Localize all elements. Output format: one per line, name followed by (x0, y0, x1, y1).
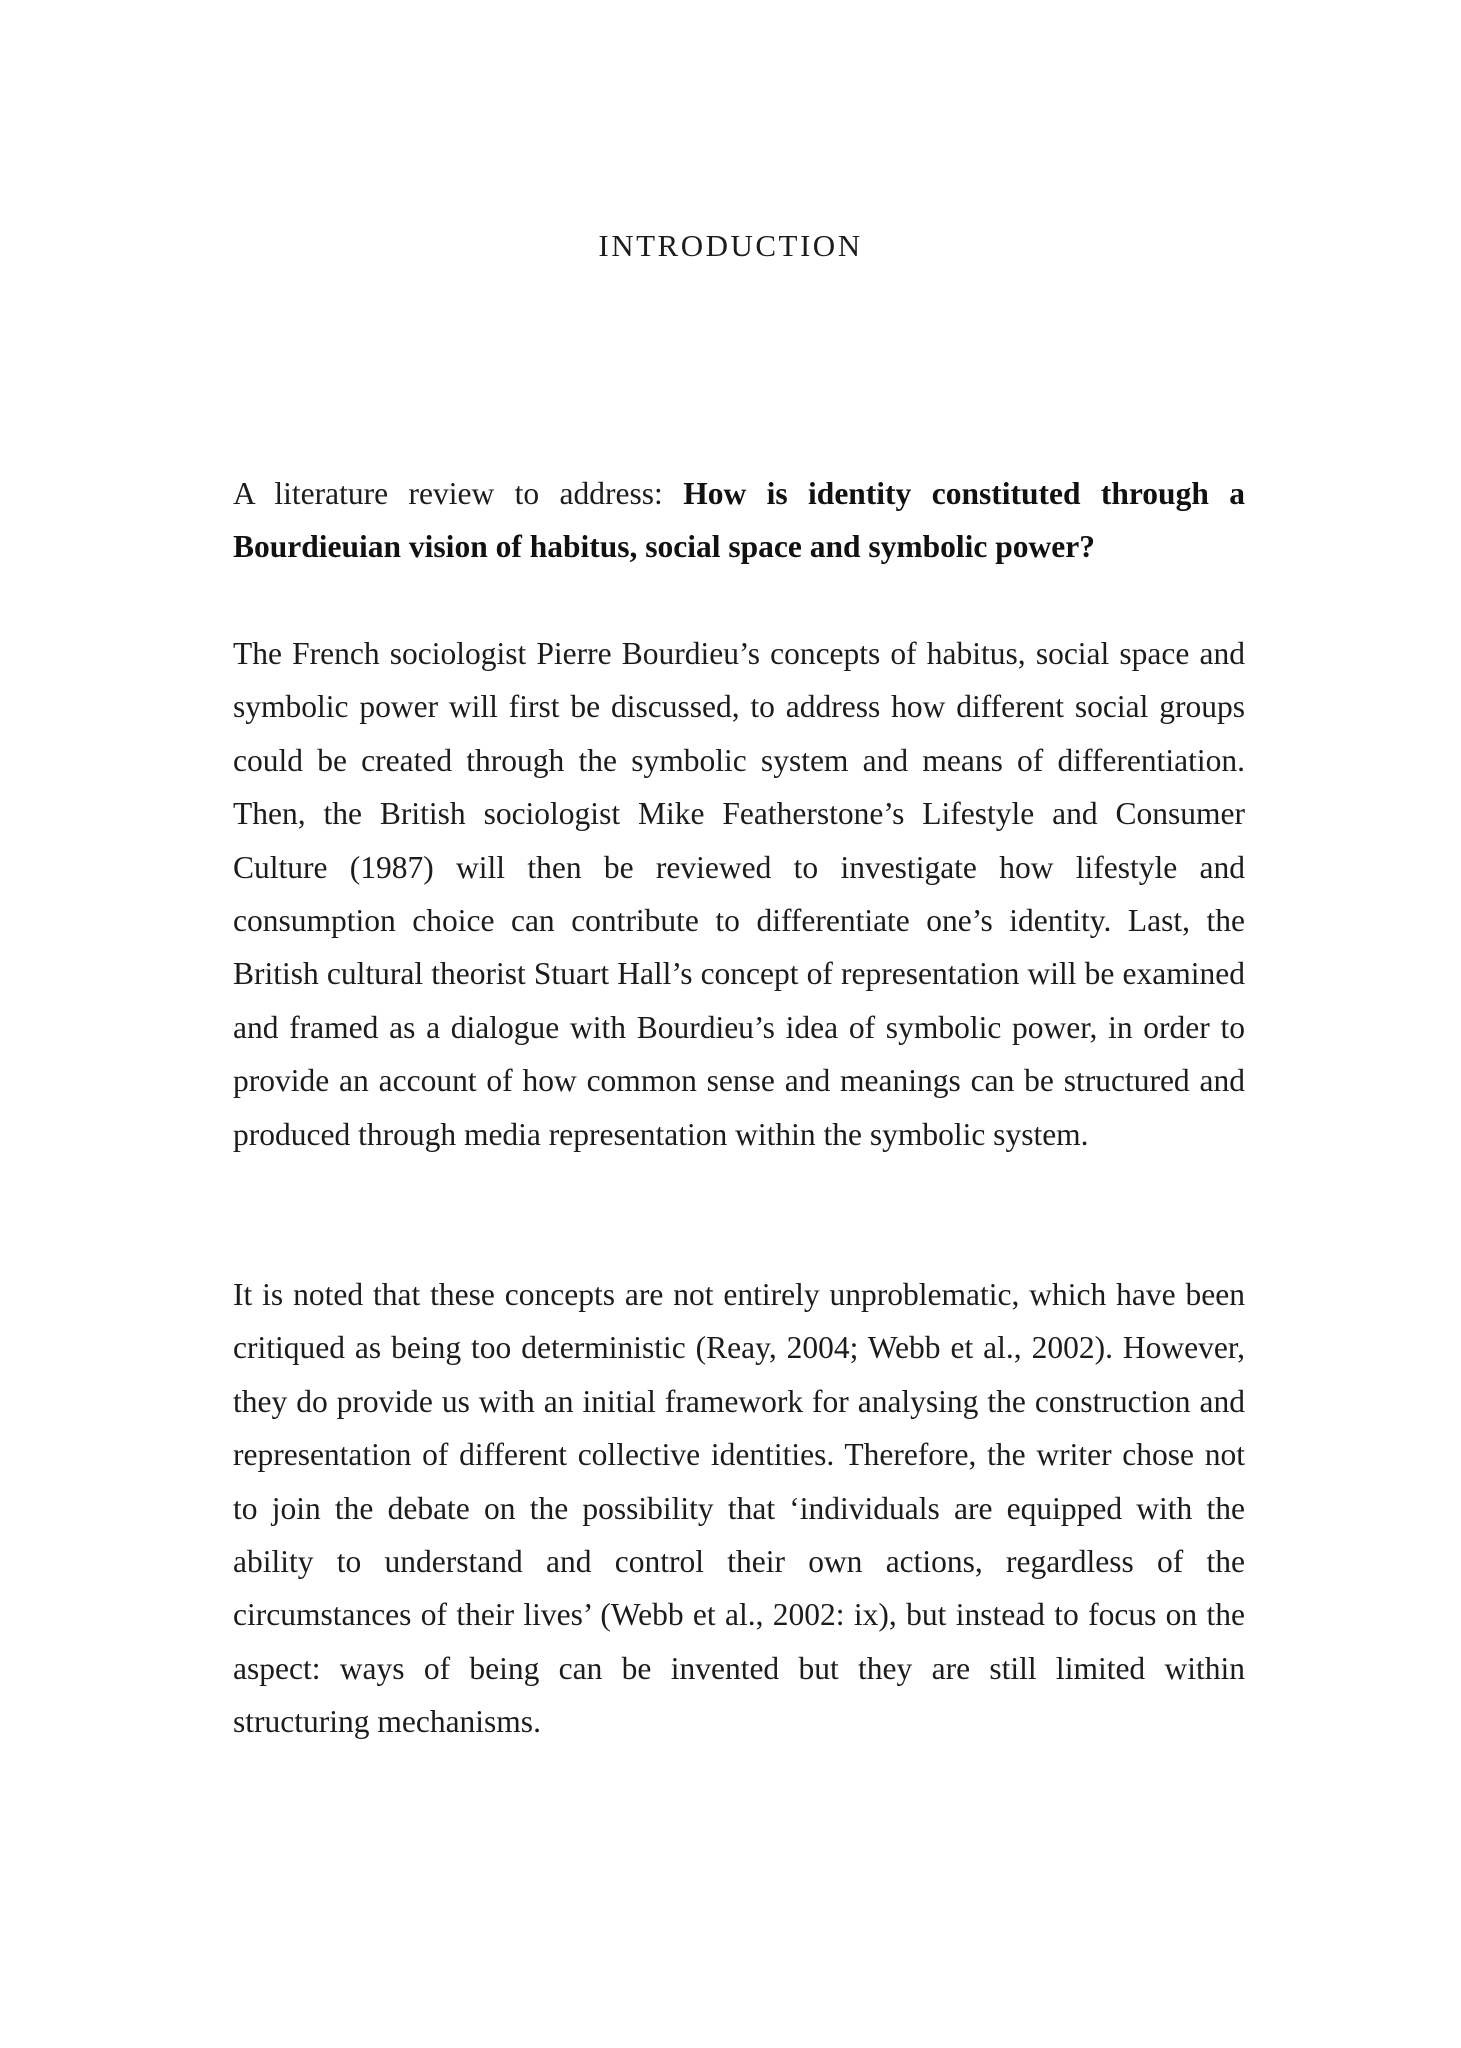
intro-statement (233, 467, 1245, 574)
intro-lead: A literature review to address: (233, 476, 684, 511)
research-question: How is identity constituted through a Bourdieuian vision of habitus, social space and symbolic power? (233, 476, 1245, 565)
body-paragraph-2: It is noted that these concepts are not entirely unproblematic, which have been critiqued as being too deterministic (Reay, 2004; Webb et al., 2002). However, they do provide us with an initial framework for analysing the construction and representation of different collective identities. Therefore, the writer chose not to join the debate on the possibility that ‘individuals are equipped with the ability to understand and control their own actions, regardless of the circumstances of their lives’ (Webb et al., 2002: ix), but instead to focus on the aspect: ways of being can be invented but they are still limited within structuring mechanisms. (233, 1277, 1245, 1740)
body-paragraph-1: The French sociologist Pierre Bourdieu’s concepts of habitus, social space and symbolic power will first be discussed, to address how different social groups could be created through the symbolic system and means of differentiation. Then, the British sociologist Mike Featherstone’s Lifestyle and Consumer Culture (1987) will then be reviewed to investigate how lifestyle and consumption choice can contribute to differentiate one’s identity. Last, the British cultural theorist Stuart Hall’s concept of representation will be examined and framed as a dialogue with Bourdieu’s idea of symbolic power, in order to provide an account of how common sense and meanings can be structured and produced through media representation within the symbolic system. (233, 636, 1245, 1152)
section-heading: INTRODUCTION (598, 228, 863, 263)
